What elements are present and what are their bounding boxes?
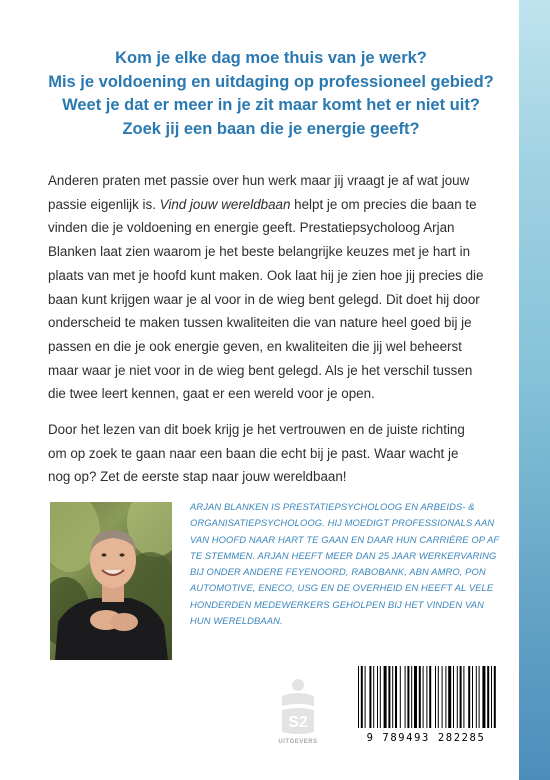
publisher-logo-mark: S2: [288, 714, 308, 731]
hook-line: Mis je voldoening en uitdaging op professioneel gebied?: [48, 72, 494, 91]
publisher-logo-icon: [268, 676, 328, 738]
blurb: [48, 169, 484, 501]
blurb-text: helpt je om precies die baan te vinden die je voldoening en energie geeft. Prestatiepsycholoog Arjan Blanken laat zien waarom je het beste belangrijke keuzes met je hart in plaats van met je hoofd kunt maken. Ook laat hij je zien hoe jij precies die baan kunt krijgen waar je al voor in de wieg bent gelegd. Dit doet hij door onderscheid te maken tussen kwaliteiten die van nature heel goed bij je passen en die je ook energie geven, en kwaliteiten die jij wel beheerst maar waar je niet voor in de wieg bent gelegd. Als je het verschil tussen die twee leert kennen, gaat er een wereld voor je open.: [48, 196, 484, 402]
author-bio: ARJAN BLANKEN IS PRESTATIEPSYCHOLOOG EN ARBEIDS- & ORGANISATIEPSYCHOLOOG. HIJ MOEDIGT PROFESSIONALS AAN VAN HOOFD NAAR HART TE GAAN EN DAAR HUN CARRIÈRE OP AF TE STEMMEN. ARJAN HEEFT MEER DAN 25 JAAR WERKERVARING BIJ ONDER ANDERE FEYENOORD, RABOBANK, ABN AMRO, PON AUTOMOTIVE, ENECO, USG EN DE OVERHEID EN HEEFT AL VELE HONDERDEN MEDEWERKERS GEHOLPEN BIJ HET VINDEN VAN HUN WERELDBAAN.: [190, 501, 500, 627]
blurb-text: Anderen praten met passie over hun werk maar jij vraagt je af wat jouw passie eigenlijk is.: [48, 173, 470, 212]
blurb-paragraph-2: Door het lezen van dit boek krijg je het vertrouwen en de juiste richting om op zoek te gaan naar een baan die echt bij je past. Waar wacht je nog op? Zet de eerste stap naar jouw wereldbaan!: [48, 422, 465, 485]
hook-line: Weet je dat er meer in je zit maar komt het er niet uit?: [62, 96, 480, 114]
blurb-paragraph-1: [48, 169, 484, 406]
author-photo: [50, 502, 172, 660]
barcode-bars: [350, 662, 502, 730]
spine-edge: [519, 0, 550, 780]
hook-line: Zoek jij een baan die je energie geeft?: [122, 119, 420, 138]
publisher-logo: [268, 676, 328, 748]
author-portrait-illustration: [50, 502, 172, 660]
isbn-barcode: [350, 662, 502, 750]
publisher-name: UITGEVERS: [278, 739, 318, 745]
isbn-number: 9 789493 282285: [366, 732, 486, 744]
hook-line: Kom je elke dag moe thuis van je werk?: [115, 49, 427, 67]
book-title: Vind jouw wereldbaan: [159, 196, 291, 212]
hook-questions: [26, 47, 516, 141]
